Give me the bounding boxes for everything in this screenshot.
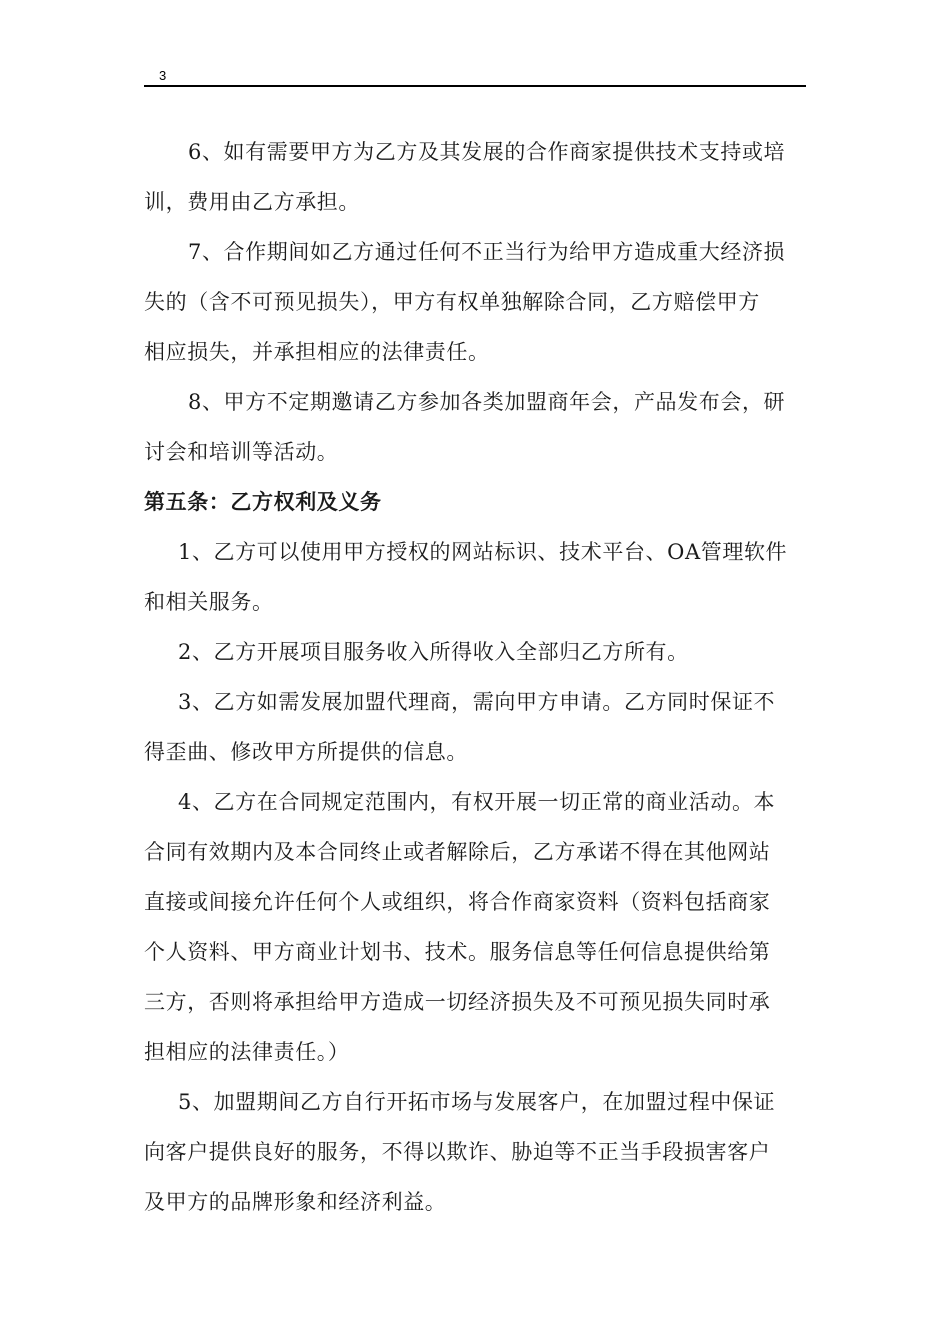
paragraph-line: 三方，否则将承担给甲方造成一切经济损失及不可预见损失同时承 [144, 990, 771, 1014]
paragraph-line: 3、乙方如需发展加盟代理商，需向甲方申请。乙方同时保证不 [178, 690, 776, 714]
paragraph-line: 担相应的法律责任。） [144, 1040, 350, 1064]
paragraph-line: 相应损失，并承担相应的法律责任。 [144, 340, 490, 364]
paragraph-line: 2、乙方开展项目服务收入所得收入全部归乙方所有。 [178, 640, 689, 664]
paragraph-line: 个人资料、甲方商业计划书、技术。服务信息等任何信息提供给第 [144, 940, 771, 964]
page-number: 3 [159, 68, 167, 83]
header-rule [144, 85, 806, 87]
paragraph-line: 4、乙方在合同规定范围内，有权开展一切正常的商业活动。本 [178, 790, 776, 814]
paragraph-line: 1、乙方可以使用甲方授权的网站标识、技术平台、OA管理软件 [178, 540, 788, 564]
section-title: 第五条：乙方权利及义务 [144, 489, 382, 514]
paragraph-line: 训，费用由乙方承担。 [144, 190, 360, 214]
paragraph-line: 7、合作期间如乙方通过任何不正当行为给甲方造成重大经济损 [188, 240, 786, 264]
paragraph-line: 讨会和培训等活动。 [144, 440, 339, 464]
paragraph-line: 6、如有需要甲方为乙方及其发展的合作商家提供技术支持或培 [188, 140, 786, 164]
paragraph-line: 失的（含不可预见损失），甲方有权单独解除合同，乙方赔偿甲方 [144, 290, 760, 314]
document-body [144, 127, 806, 1227]
paragraph-line: 8、甲方不定期邀请乙方参加各类加盟商年会，产品发布会，研 [188, 390, 786, 414]
paragraph-line: 和相关服务。 [144, 590, 274, 614]
paragraph-line: 得歪曲、修改甲方所提供的信息。 [144, 740, 468, 764]
paragraph-line: 合同有效期内及本合同终止或者解除后，乙方承诺不得在其他网站 [144, 840, 771, 864]
paragraph-line: 直接或间接允许任何个人或组织，将合作商家资料（资料包括商家 [144, 890, 771, 914]
paragraph-line: 向客户提供良好的服务，不得以欺诈、胁迫等不正当手段损害客户 [144, 1140, 771, 1164]
paragraph-line: 5、加盟期间乙方自行开拓市场与发展客户，在加盟过程中保证 [178, 1090, 776, 1114]
paragraph-line: 及甲方的品牌形象和经济利益。 [144, 1190, 447, 1214]
